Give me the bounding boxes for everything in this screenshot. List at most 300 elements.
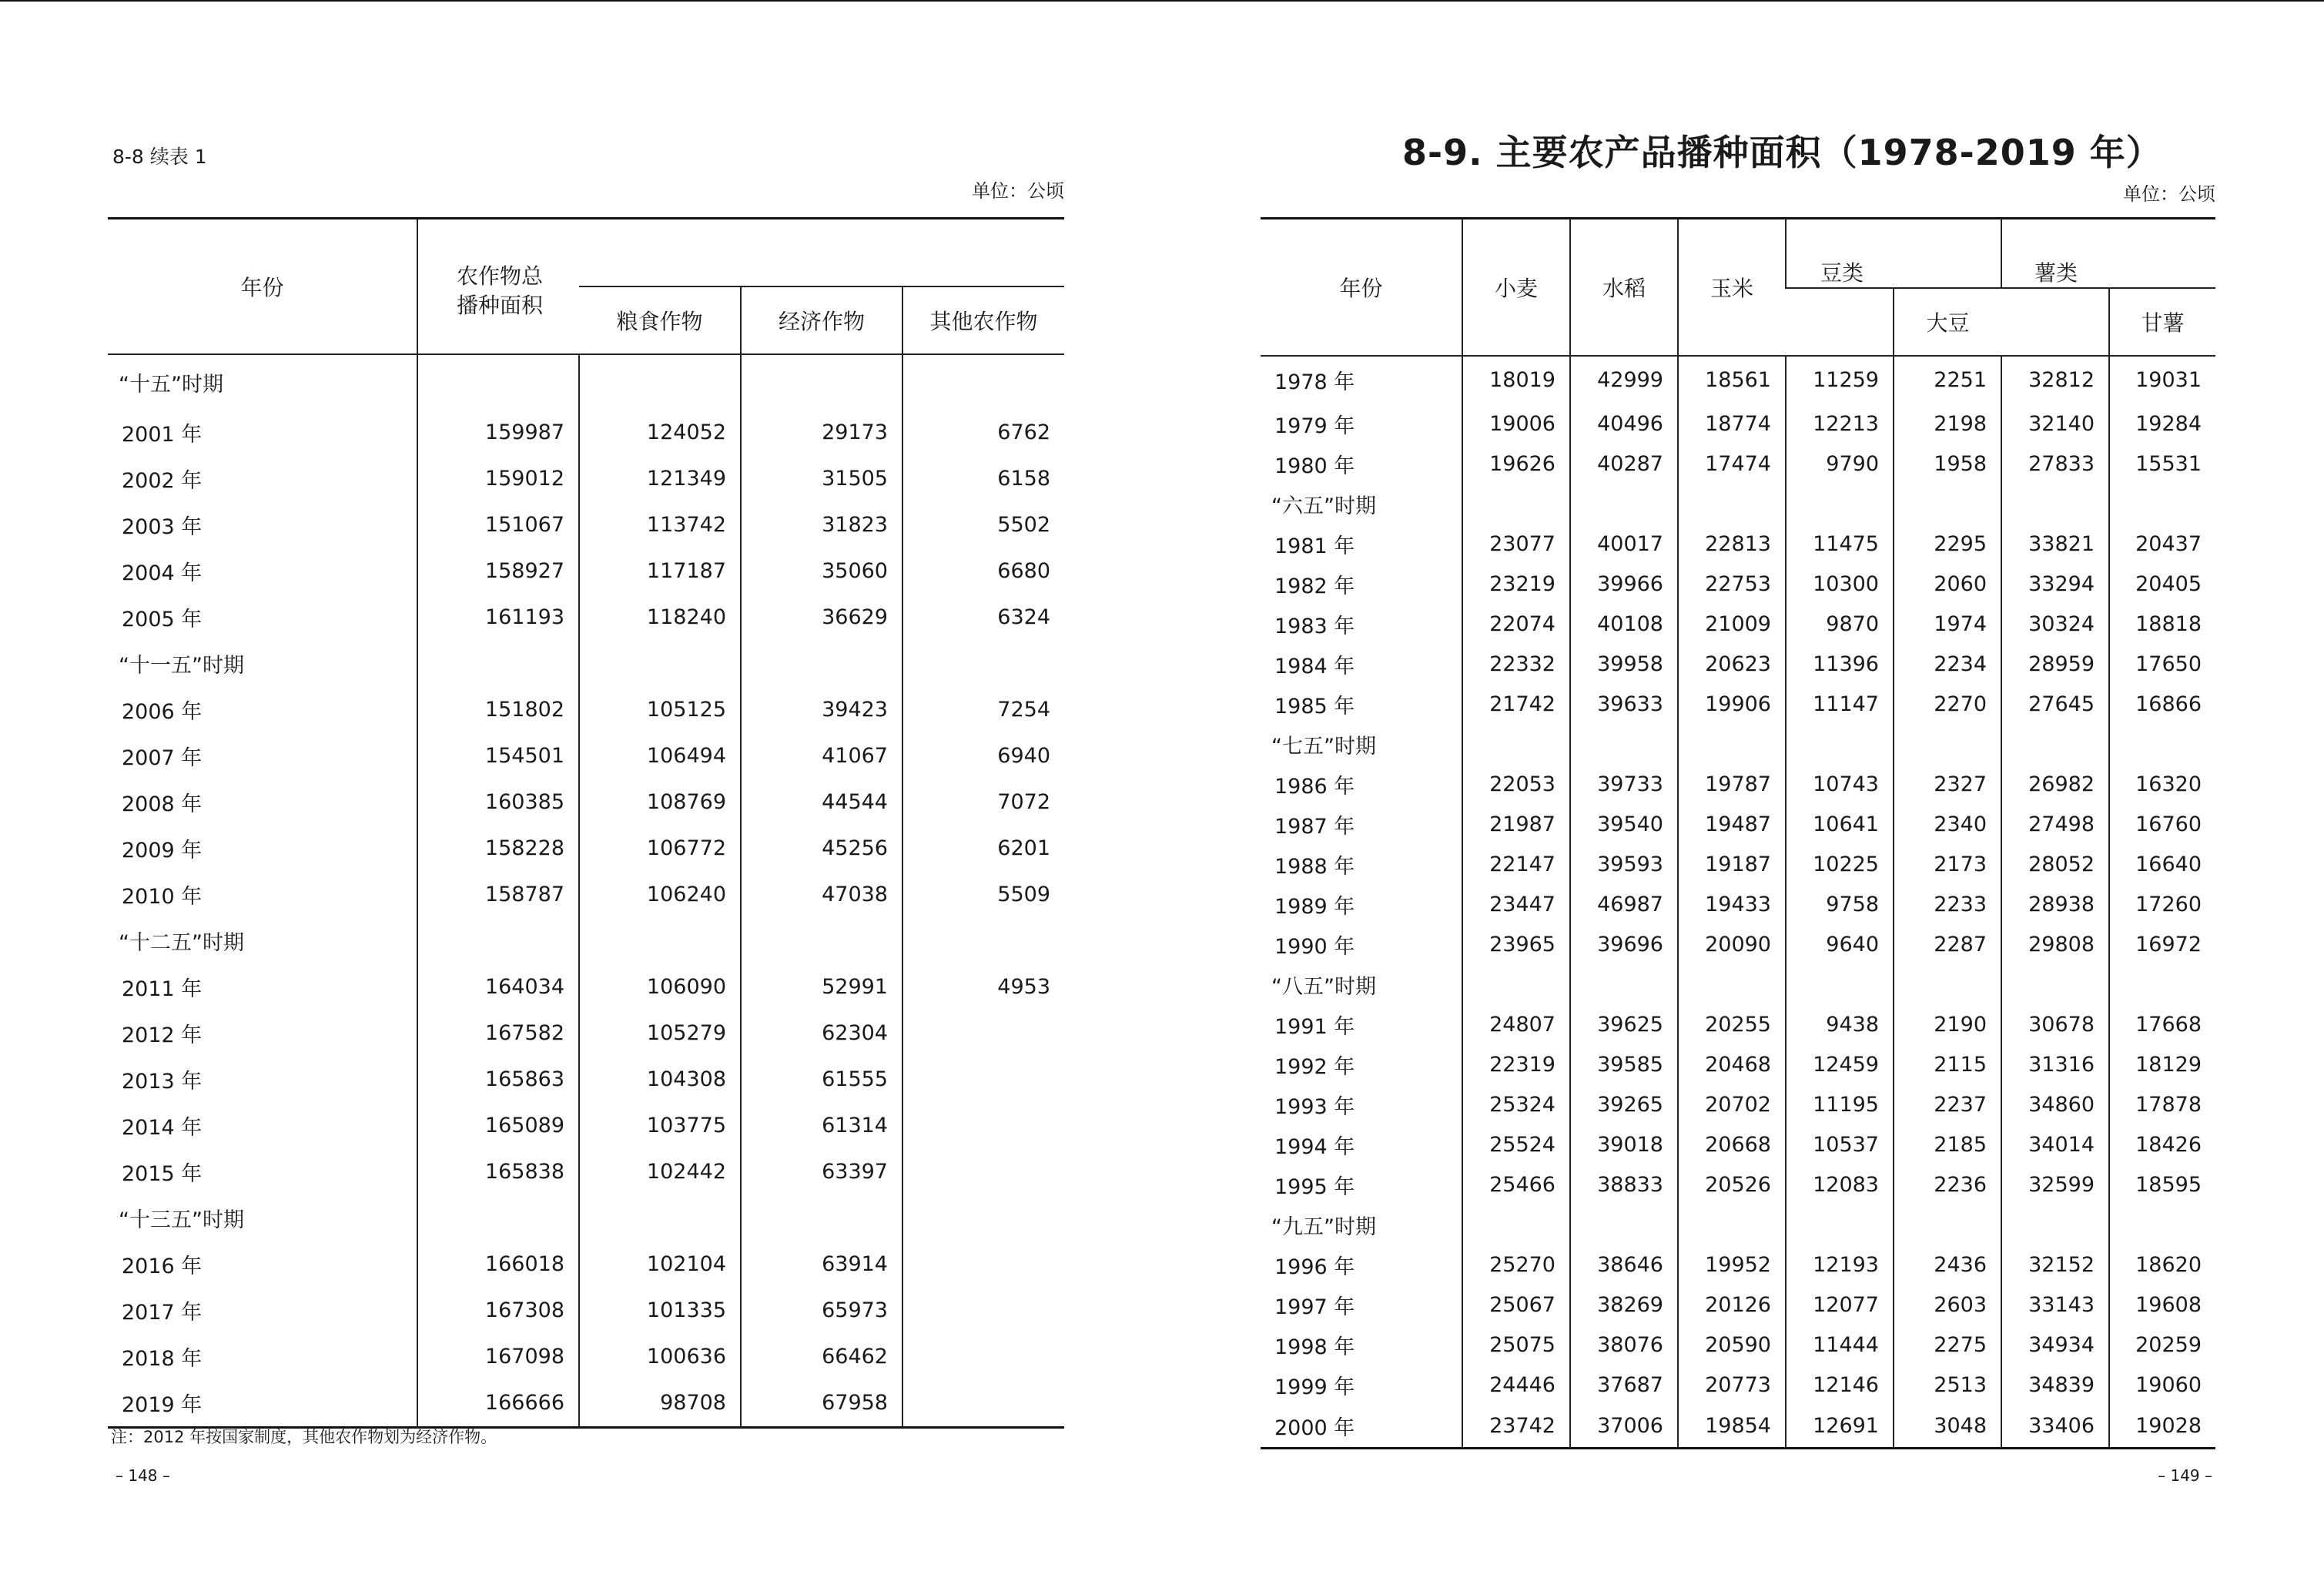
value-cell: 19028 xyxy=(2109,1405,2215,1448)
top-border xyxy=(0,0,2324,2)
value-cell xyxy=(2001,1204,2109,1245)
value-cell: 19284 xyxy=(2109,404,2215,444)
value-cell: 2327 xyxy=(1894,764,2001,804)
table-row xyxy=(1261,1245,2215,1285)
value-cell: 22053 xyxy=(1462,764,1570,804)
year-cell: 2017 年 xyxy=(122,1301,203,1325)
value-cell: 33294 xyxy=(2001,564,2109,604)
value-cell: 2275 xyxy=(1894,1325,2001,1365)
value-cell: 18595 xyxy=(2109,1164,2215,1204)
value-cell: 23219 xyxy=(1462,564,1570,604)
value-cell xyxy=(902,1241,1064,1288)
value-cell: 61314 xyxy=(741,1103,902,1149)
value-cell: 20590 xyxy=(1678,1325,1786,1365)
value-cell: 159012 xyxy=(417,456,579,502)
value-cell: 27833 xyxy=(2001,444,2109,484)
value-cell: 22319 xyxy=(1462,1044,1570,1084)
value-cell: 24446 xyxy=(1462,1365,1570,1405)
value-cell: 16640 xyxy=(2109,844,2215,884)
period-row xyxy=(108,1195,1064,1241)
year-cell: 1983 年 xyxy=(1274,614,1355,638)
value-cell: 19787 xyxy=(1678,764,1786,804)
value-cell: 2060 xyxy=(1894,564,2001,604)
year-cell: 1985 年 xyxy=(1274,694,1355,719)
year-cell: 2008 年 xyxy=(122,792,203,816)
value-cell: 23447 xyxy=(1462,884,1570,924)
value-cell: 6324 xyxy=(902,595,1064,641)
year-cell: 2004 年 xyxy=(122,561,203,585)
value-cell: 25466 xyxy=(1462,1164,1570,1204)
period-label: “十三五”时期 xyxy=(119,1208,244,1232)
value-cell: 4953 xyxy=(902,964,1064,1010)
value-cell: 6201 xyxy=(902,826,1064,872)
value-cell: 167308 xyxy=(417,1288,579,1334)
value-cell: 44544 xyxy=(741,779,902,826)
year-cell: 1995 年 xyxy=(1274,1174,1355,1199)
year-cell: 1981 年 xyxy=(1274,534,1355,558)
value-cell: 16972 xyxy=(2109,924,2215,964)
col-rice: 水稻 xyxy=(1570,219,1678,357)
period-row xyxy=(108,354,1064,410)
value-cell: 166018 xyxy=(417,1241,579,1288)
value-cell: 108769 xyxy=(579,779,741,826)
table-row xyxy=(1261,1365,2215,1405)
value-cell: 35060 xyxy=(741,548,902,595)
value-cell: 31505 xyxy=(741,456,902,502)
period-row xyxy=(1261,484,2215,524)
value-cell: 154501 xyxy=(417,733,579,779)
table-row xyxy=(108,456,1064,502)
table-row xyxy=(1261,404,2215,444)
value-cell xyxy=(2001,964,2109,1004)
year-cell: 1986 年 xyxy=(1274,774,1355,799)
value-cell: 19187 xyxy=(1678,844,1786,884)
value-cell xyxy=(1894,964,2001,1004)
value-cell: 2251 xyxy=(1894,356,2001,404)
value-cell: 47038 xyxy=(741,872,902,918)
value-cell: 2234 xyxy=(1894,644,2001,684)
value-cell: 27645 xyxy=(2001,684,2109,724)
value-cell: 19060 xyxy=(2109,1365,2215,1405)
value-cell: 124052 xyxy=(579,410,741,456)
value-cell: 100636 xyxy=(579,1334,741,1380)
value-cell xyxy=(902,1334,1064,1380)
value-cell: 167582 xyxy=(417,1010,579,1057)
table-row xyxy=(1261,844,2215,884)
value-cell: 18129 xyxy=(2109,1044,2215,1084)
value-cell: 39696 xyxy=(1570,924,1678,964)
value-cell: 40108 xyxy=(1570,604,1678,644)
value-cell xyxy=(1570,724,1678,764)
value-cell: 25324 xyxy=(1462,1084,1570,1124)
value-cell: 39585 xyxy=(1570,1044,1678,1084)
value-cell: 5502 xyxy=(902,502,1064,548)
value-cell xyxy=(579,918,741,964)
value-cell: 39966 xyxy=(1570,564,1678,604)
value-cell: 28052 xyxy=(2001,844,2109,884)
value-cell xyxy=(902,354,1064,410)
value-cell: 10225 xyxy=(1786,844,1894,884)
value-cell: 16760 xyxy=(2109,804,2215,844)
value-cell: 46987 xyxy=(1570,884,1678,924)
value-cell: 1974 xyxy=(1894,604,2001,644)
year-cell: 2016 年 xyxy=(122,1255,203,1278)
value-cell: 21987 xyxy=(1462,804,1570,844)
value-cell: 15531 xyxy=(2109,444,2215,484)
value-cell: 2340 xyxy=(1894,804,2001,844)
value-cell: 106090 xyxy=(579,964,741,1010)
value-cell xyxy=(741,641,902,687)
value-cell: 34014 xyxy=(2001,1124,2109,1164)
table-row xyxy=(108,1010,1064,1057)
value-cell: 9870 xyxy=(1786,604,1894,644)
year-cell: 1980 年 xyxy=(1274,454,1355,478)
value-cell: 20623 xyxy=(1678,644,1786,684)
value-cell: 62304 xyxy=(741,1010,902,1057)
value-cell: 11475 xyxy=(1786,524,1894,564)
year-cell: 1987 年 xyxy=(1274,814,1355,839)
year-cell: 2019 年 xyxy=(122,1393,203,1418)
table-row xyxy=(1261,604,2215,644)
year-cell: 1998 年 xyxy=(1274,1335,1355,1359)
value-cell: 39625 xyxy=(1570,1004,1678,1044)
table-row xyxy=(1261,1084,2215,1124)
period-row xyxy=(1261,964,2215,1004)
period-label: “十二五”时期 xyxy=(119,931,244,955)
value-cell: 37006 xyxy=(1570,1405,1678,1448)
value-cell: 22813 xyxy=(1678,524,1786,564)
value-cell: 41067 xyxy=(741,733,902,779)
value-cell: 20405 xyxy=(2109,564,2215,604)
table-row xyxy=(1261,1124,2215,1164)
unit-label: 单位：公顷 xyxy=(972,180,1064,202)
value-cell: 19487 xyxy=(1678,804,1786,844)
value-cell: 2603 xyxy=(1894,1285,2001,1325)
value-cell xyxy=(417,918,579,964)
year-cell: 1982 年 xyxy=(1274,574,1355,598)
value-cell: 25067 xyxy=(1462,1285,1570,1325)
table-row xyxy=(1261,1405,2215,1448)
value-cell: 19006 xyxy=(1462,404,1570,444)
year-cell: 1984 年 xyxy=(1274,654,1355,678)
period-label: “十五”时期 xyxy=(119,372,223,397)
col-other: 其他农作物 xyxy=(902,286,1064,354)
year-cell: 1994 年 xyxy=(1274,1134,1355,1159)
value-cell: 2295 xyxy=(1894,524,2001,564)
table-row xyxy=(108,1380,1064,1428)
value-cell: 17650 xyxy=(2109,644,2215,684)
value-cell xyxy=(417,641,579,687)
value-cell: 20090 xyxy=(1678,924,1786,964)
value-cell: 39733 xyxy=(1570,764,1678,804)
value-cell xyxy=(902,1057,1064,1103)
period-label: “八五”时期 xyxy=(1271,974,1376,999)
value-cell: 40496 xyxy=(1570,404,1678,444)
year-cell: 1978 年 xyxy=(1274,370,1355,394)
value-cell: 32599 xyxy=(2001,1164,2109,1204)
table-row xyxy=(1261,356,2215,404)
value-cell: 18818 xyxy=(2109,604,2215,644)
value-cell: 39593 xyxy=(1570,844,1678,884)
value-cell: 38269 xyxy=(1570,1285,1678,1325)
value-cell: 12459 xyxy=(1786,1044,1894,1084)
value-cell: 98708 xyxy=(579,1380,741,1428)
year-cell: 1988 年 xyxy=(1274,854,1355,879)
value-cell: 20526 xyxy=(1678,1164,1786,1204)
table-row xyxy=(108,1149,1064,1195)
table-row xyxy=(108,410,1064,456)
spacer-beans xyxy=(1786,288,1894,356)
value-cell: 2198 xyxy=(1894,404,2001,444)
value-cell: 12691 xyxy=(1786,1405,1894,1448)
value-cell xyxy=(417,354,579,410)
value-cell: 21742 xyxy=(1462,684,1570,724)
value-cell: 158927 xyxy=(417,548,579,595)
value-cell xyxy=(2001,484,2109,524)
year-cell: 1992 年 xyxy=(1274,1054,1355,1079)
value-cell: 20437 xyxy=(2109,524,2215,564)
value-cell: 38646 xyxy=(1570,1245,1678,1285)
value-cell: 104308 xyxy=(579,1057,741,1103)
value-cell: 11444 xyxy=(1786,1325,1894,1365)
value-cell: 29808 xyxy=(2001,924,2109,964)
year-cell: 2012 年 xyxy=(122,1023,203,1047)
value-cell: 158228 xyxy=(417,826,579,872)
value-cell: 39018 xyxy=(1570,1124,1678,1164)
value-cell xyxy=(902,1010,1064,1057)
value-cell: 31823 xyxy=(741,502,902,548)
table-row xyxy=(1261,684,2215,724)
table-row xyxy=(108,1288,1064,1334)
value-cell: 2436 xyxy=(1894,1245,2001,1285)
value-cell xyxy=(1570,1204,1678,1245)
value-cell: 159987 xyxy=(417,410,579,456)
table-row xyxy=(1261,884,2215,924)
value-cell: 23965 xyxy=(1462,924,1570,964)
value-cell: 28938 xyxy=(2001,884,2109,924)
year-cell: 2015 年 xyxy=(122,1162,203,1186)
value-cell xyxy=(741,1195,902,1241)
year-cell: 2000 年 xyxy=(1274,1415,1355,1440)
value-cell: 20255 xyxy=(1678,1004,1786,1044)
year-cell: 1979 年 xyxy=(1274,414,1355,438)
value-cell xyxy=(1462,964,1570,1004)
value-cell: 6158 xyxy=(902,456,1064,502)
value-cell: 20259 xyxy=(2109,1325,2215,1365)
value-cell: 16320 xyxy=(2109,764,2215,804)
value-cell xyxy=(1570,964,1678,1004)
value-cell xyxy=(1894,1204,2001,1245)
year-cell: 1990 年 xyxy=(1274,934,1355,959)
value-cell: 165838 xyxy=(417,1149,579,1195)
table-row xyxy=(1261,924,2215,964)
value-cell: 121349 xyxy=(579,456,741,502)
value-cell: 19854 xyxy=(1678,1405,1786,1448)
value-cell: 10537 xyxy=(1786,1124,1894,1164)
value-cell: 22753 xyxy=(1678,564,1786,604)
table-row xyxy=(1261,644,2215,684)
table-row xyxy=(1261,1044,2215,1084)
value-cell: 11396 xyxy=(1786,644,1894,684)
year-cell: 1989 年 xyxy=(1274,894,1355,919)
value-cell: 2270 xyxy=(1894,684,2001,724)
value-cell: 102442 xyxy=(579,1149,741,1195)
value-cell: 27498 xyxy=(2001,804,2109,844)
year-cell: 2013 年 xyxy=(122,1070,203,1094)
table-row xyxy=(108,687,1064,733)
value-cell: 25075 xyxy=(1462,1325,1570,1365)
period-row xyxy=(108,641,1064,687)
value-cell: 2185 xyxy=(1894,1124,2001,1164)
value-cell xyxy=(1786,964,1894,1004)
value-cell: 25270 xyxy=(1462,1245,1570,1285)
value-cell: 106772 xyxy=(579,826,741,872)
value-cell: 10743 xyxy=(1786,764,1894,804)
value-cell: 6680 xyxy=(902,548,1064,595)
table-row xyxy=(1261,1004,2215,1044)
value-cell xyxy=(417,1195,579,1241)
value-cell: 66462 xyxy=(741,1334,902,1380)
value-cell: 9438 xyxy=(1786,1004,1894,1044)
value-cell: 63397 xyxy=(741,1149,902,1195)
table-row xyxy=(108,872,1064,918)
value-cell: 17260 xyxy=(2109,884,2215,924)
value-cell xyxy=(1678,484,1786,524)
value-cell xyxy=(902,641,1064,687)
value-cell: 12077 xyxy=(1786,1285,1894,1325)
value-cell: 23077 xyxy=(1462,524,1570,564)
value-cell: 164034 xyxy=(417,964,579,1010)
value-cell xyxy=(579,1195,741,1241)
year-cell: 1991 年 xyxy=(1274,1014,1355,1039)
value-cell: 37687 xyxy=(1570,1365,1678,1405)
value-cell: 106494 xyxy=(579,733,741,779)
value-cell: 31316 xyxy=(2001,1044,2109,1084)
value-cell: 39958 xyxy=(1570,644,1678,684)
year-cell: 1997 年 xyxy=(1274,1295,1355,1319)
period-label: “七五”时期 xyxy=(1271,734,1376,759)
value-cell: 19031 xyxy=(2109,356,2215,404)
value-cell: 6940 xyxy=(902,733,1064,779)
value-cell: 2287 xyxy=(1894,924,2001,964)
value-cell: 11259 xyxy=(1786,356,1894,404)
value-cell: 17878 xyxy=(2109,1084,2215,1124)
table-row xyxy=(1261,764,2215,804)
value-cell: 7254 xyxy=(902,687,1064,733)
table-continuation-label: 8-8 续表 1 xyxy=(112,146,207,168)
crop-sown-area-table xyxy=(1261,217,2215,1449)
value-cell: 106240 xyxy=(579,872,741,918)
value-cell: 17474 xyxy=(1678,444,1786,484)
value-cell: 18561 xyxy=(1678,356,1786,404)
col-corn: 玉米 xyxy=(1678,219,1786,357)
value-cell: 2173 xyxy=(1894,844,2001,884)
value-cell: 113742 xyxy=(579,502,741,548)
value-cell xyxy=(2109,724,2215,764)
value-cell: 19433 xyxy=(1678,884,1786,924)
table-row xyxy=(108,1241,1064,1288)
year-cell: 2010 年 xyxy=(122,885,203,909)
value-cell: 105125 xyxy=(579,687,741,733)
table-row xyxy=(108,733,1064,779)
table-row xyxy=(108,548,1064,595)
value-cell: 29173 xyxy=(741,410,902,456)
value-cell xyxy=(902,1195,1064,1241)
value-cell xyxy=(579,354,741,410)
value-cell: 11195 xyxy=(1786,1084,1894,1124)
value-cell: 19626 xyxy=(1462,444,1570,484)
value-cell: 25524 xyxy=(1462,1124,1570,1164)
value-cell xyxy=(1570,484,1678,524)
value-cell: 18019 xyxy=(1462,356,1570,404)
col-soybean: 大豆 xyxy=(1894,288,2001,356)
value-cell: 20468 xyxy=(1678,1044,1786,1084)
period-row xyxy=(1261,1204,2215,1245)
value-cell: 63914 xyxy=(741,1241,902,1288)
value-cell: 10300 xyxy=(1786,564,1894,604)
col-total: 农作物总播种面积 xyxy=(417,219,579,354)
right-table-body xyxy=(1261,356,2215,1448)
year-cell: 1993 年 xyxy=(1274,1094,1355,1119)
value-cell: 33821 xyxy=(2001,524,2109,564)
period-label: “九五”时期 xyxy=(1271,1214,1376,1239)
value-cell: 2115 xyxy=(1894,1044,2001,1084)
value-cell: 32140 xyxy=(2001,404,2109,444)
value-cell: 2233 xyxy=(1894,884,2001,924)
value-cell xyxy=(2001,724,2109,764)
value-cell xyxy=(579,641,741,687)
value-cell: 19952 xyxy=(1678,1245,1786,1285)
value-cell: 40017 xyxy=(1570,524,1678,564)
period-row xyxy=(108,918,1064,964)
table-row xyxy=(1261,1285,2215,1325)
unit-label: 单位：公顷 xyxy=(2123,183,2215,205)
table-row xyxy=(1261,524,2215,564)
value-cell: 39540 xyxy=(1570,804,1678,844)
value-cell: 167098 xyxy=(417,1334,579,1380)
year-cell: 2003 年 xyxy=(122,515,203,539)
value-cell: 20773 xyxy=(1678,1365,1786,1405)
value-cell xyxy=(741,918,902,964)
value-cell: 19608 xyxy=(2109,1285,2215,1325)
value-cell xyxy=(902,1103,1064,1149)
col-year: 年份 xyxy=(108,219,417,354)
value-cell: 165863 xyxy=(417,1057,579,1103)
col-tubers: 薯类 xyxy=(2001,219,2215,289)
value-cell: 12146 xyxy=(1786,1365,1894,1405)
table-row xyxy=(1261,1325,2215,1365)
value-cell: 33406 xyxy=(2001,1405,2109,1448)
value-cell: 30324 xyxy=(2001,604,2109,644)
value-cell: 2190 xyxy=(1894,1004,2001,1044)
footnote: 注：2012 年按国家制度，其他农作物划为经济作物。 xyxy=(111,1428,497,1446)
value-cell: 45256 xyxy=(741,826,902,872)
value-cell: 20702 xyxy=(1678,1084,1786,1124)
value-cell: 52991 xyxy=(741,964,902,1010)
table-row xyxy=(108,595,1064,641)
value-cell xyxy=(1462,1204,1570,1245)
table-row xyxy=(108,779,1064,826)
table-row xyxy=(1261,804,2215,844)
year-cell: 2007 年 xyxy=(122,746,203,770)
value-cell: 32152 xyxy=(2001,1245,2109,1285)
value-cell: 9640 xyxy=(1786,924,1894,964)
page-number: – 149 – xyxy=(2158,1466,2212,1485)
year-cell: 2001 年 xyxy=(122,423,203,447)
value-cell: 61555 xyxy=(741,1057,902,1103)
value-cell xyxy=(1786,724,1894,764)
value-cell: 34839 xyxy=(2001,1365,2109,1405)
